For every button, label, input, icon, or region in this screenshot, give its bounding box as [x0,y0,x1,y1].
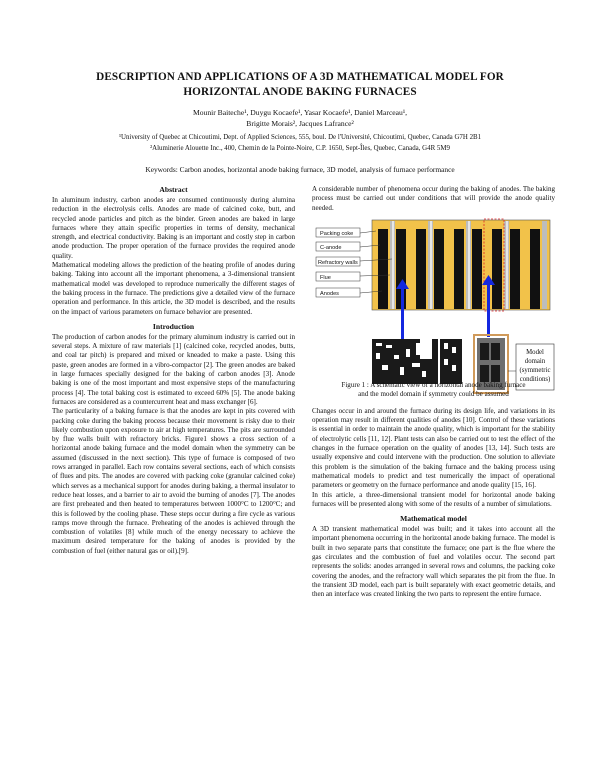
title-line-1: DESCRIPTION AND APPLICATIONS OF A 3D MATHEMATICAL MODEL FOR [96,71,504,83]
affiliations [40,133,560,154]
introduction-heading: Introduction [152,321,195,331]
affiliation-1: ¹University of Quebec at Chicoutimi, Dept. of Applied Sciences, 555, boul. De l'Université, Chicoutimi, Quebec, Canada G7H 2B1 [118,134,482,141]
affiliation-2: ²Aluminerie Alouette Inc., 400, Chemin de la Pointe-Noire, C.P. 1650, Sept-Îles, Quebec, Canada, G4R 5M9 [150,144,450,152]
abstract-paragraph-1: In aluminum industry, carbon anodes are consumed continuously during alumina reduction in the electrolysis cells. Anodes are made of calcined coke, butt, and recycled anode particles and pitch as the binder. Green anodes are baked in large furnaces where they attain specific properties in terms of density, mechanical strength, and electrical conductivity. Baking is an important and costly step in carbon anode production. The proper operation of the furnace provides the required anode quality. [52,196,295,260]
right-paragraph-3: In this article, a three-dimensional transient model for horizontal anode baking furnaces will be presented along with some of the results of a number of simulations. [312,490,555,508]
label-flue: Flue [320,274,331,281]
abstract-paragraph-2: Mathematical modeling allows the prediction of the heating profile of anodes during baking. Taking into account all the important phenomena, a 3-dimensional transient mathematical model was developed to reproduce numerically the different stages of the baking process in the furnace. The predictions give a detailed view of the furnace operation and performance. In this article, the 3D model is described, and the results on the impact of various parameters on furnace behavior are presented. [52,261,295,316]
paper-title [40,70,560,100]
domain-line-2: domain [524,357,546,365]
figure-1 [312,213,555,401]
label-anodes: Anodes [320,290,339,297]
label-c-anode: C-anode [320,244,342,251]
furnace-cross-section [372,219,550,311]
right-paragraph-2: Changes occur in and around the furnace during its design life, and variations in its operation may result in different qualities of anodes [10]. Control of these variations is essential in order to maintain the anode quality, which is important for the stability of electrolytic cells [11, 12]. Plant tests can also be carried out to test the effect of the changes in the furnace operation on the quality of anodes [13, 14]. Such tests are usually expensive and could intervene with the production. One solution to alleviate this problem is the simulation of the baking furnace and the baking process using mathematical models to predict and test numerically the impact of operational parameters or geometry on the furnace performance and anode quality [15, 16]. [312,406,555,490]
introduction-paragraph-1: The production of carbon anodes for the primary aluminum industry is carried out in several steps. A mixture of raw materials [1] (calcined coke, recycled anodes, butts, and coal tar pitch) is prepared and mixed or kneaded to make a paste. Using this paste, green anodes are formed in a vibro-compactor [2]. The green anodes are baked in large furnaces specially designed for the baking of carbon anodes [3]. Anode baking is one of the most important and most expensive steps of the manufacturing process [4]. The total baking cost is estimated to exceed 60% [5]. The anode baking furnaces are considered as a countercurrent heat and mass exchanger [6]. [52,332,295,406]
figure-caption [312,381,555,400]
right-intro-paragraph: A considerable number of phenomena occur during the baking of anodes. The baking process must be carried out under conditions that will provide the anode quality needed. [312,185,555,212]
math-model-paragraph-1: A 3D transient mathematical model was built; and it takes into account all the important phenomena occurring in the horizontal anode baking furnace. The model is built in two separate parts that constitute the furnace; one part is the flue where the gas circulates and the combustion of fuel and volatiles occur. The second part represents the solids: anodes arranged in several rows and columns, the packing coke covering the anodes, and the refractory wall which separates the pit from the flue. In the transient 3D model, each part is built separately with exact geometric details, and then an interface was created linking the two parts to represent the entire furnace. [312,525,555,599]
domain-line-3: (symmetric [519,366,551,374]
domain-line-1: Model [526,348,544,356]
right-column [312,185,555,600]
caption-line-1: Figure 1 : A schematic view of a horizontal anode baking furnace [341,380,526,389]
introduction-paragraph-2: The particularity of a baking furnace is that the anodes are kept in pits covered with packing coke during the baking process because their movement is risky due to their likely combustion upon exposure to air at high temperatures. The pits are surrounded by flue walls built with refractory bricks. Figure1 shows a cross section of a horizontal anode baking furnace and the model domain when the symmetry can be assumed (discussed in the next section). This type of furnace is composed of two rows arranged in parallel. Each row contains several sections, each of which consists of flues and pits. The anodes are covered with packing coke (granular calcined coke) which serves as a mechanical support for anodes during baking, a thermal insulator to reduce heat losses, and a barrier to air to avoid the burning of anodes [7]. The anodes are first preheated and then heated to temperatures between 1000°C to 1200°C; and this is followed by the cooling phase. These steps occur during a fire cycle as various ramps move through the furnace. Preheating of the anodes is achieved through the combustion of volatiles [8] while much of the energy necessary to achieve the maximum desired temperature for the baking of anodes is provided by the combustion of fuel (either natural gas or oil).[9]. [52,407,295,555]
authors-line-1: Mounir Baiteche¹, Duygu Kocaefe¹, Yasar Kocaefe¹, Daniel Marceau¹, [192,108,408,117]
furnace-schematic [312,213,555,401]
label-packing-coke: Packing coke [320,230,354,237]
left-column [52,185,295,556]
author-list [40,107,560,129]
title-line-2: HORIZONTAL ANODE BAKING FURNACES [183,86,417,98]
authors-line-2: Brigitte Morais², Jacques Lafrance² [246,119,354,128]
domain-line-4: conditions) [519,375,551,383]
label-refractory-walls: Refractory walls [318,259,358,266]
abstract-heading: Abstract [159,185,188,194]
math-model-heading: Mathematical model [400,514,467,524]
caption-line-2: and the model domain if symmetry could be assumed [358,390,509,399]
keywords: Keywords: Carbon anodes, horizontal anode baking furnace, 3D model, analysis of furnace performance [145,165,455,174]
model-mesh-left [372,339,462,384]
